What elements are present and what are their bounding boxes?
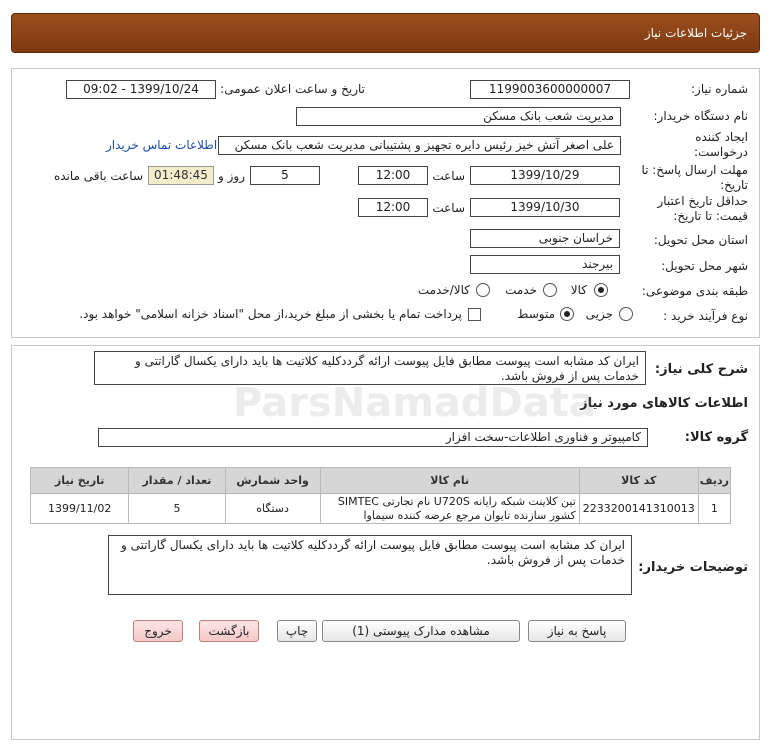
city-field: بیرجند [470,255,620,274]
validity-label: حداقل تاریخ اعتبار قیمت: تا تاریخ: [657,194,748,223]
row-unit: دستگاه [225,494,320,524]
row-qty: 5 [129,494,225,524]
category-radio-both[interactable] [476,283,490,297]
announce-label: تاریخ و ساعت اعلان عمومی: [220,82,365,96]
province-label: استان محل تحویل: [653,233,748,247]
row-name: تین کلاینت شبکه رایانه U720S نام تجارتی SIMTEC کشور سازنده تایوان مرجع عرضه کننده سیماوا [320,494,579,524]
col-name: نام کالا [320,468,579,494]
col-row: ردیف [698,468,730,494]
treasury-note: پرداخت تمام یا بخشی از مبلغ خرید،از محل "اسناد خزانه اسلامی" خواهد بود. [79,307,462,321]
days-label: روز و [218,169,245,183]
category-option-goods: کالا [570,283,587,297]
days-field: 5 [250,166,320,185]
province-field: خراسان جنوبی [470,229,620,248]
description-label: شرح کلی نیاز: [654,362,748,377]
city-label: شهر محل تحویل: [661,259,748,273]
category-radio-service[interactable] [543,283,557,297]
need-number-field: 1199003600000007 [470,80,630,99]
buyer-notes-label: توضیحات خریدار: [638,560,748,575]
category-option-both: کالا/خدمت [417,283,470,297]
remaining-label: ساعت باقی مانده [53,169,143,183]
need-number-label: شماره نیاز: [691,82,748,96]
col-date: تاریخ نیاز [31,468,129,494]
row-index: 1 [698,494,730,524]
page-title: جزئیات اطلاعات نیاز [644,26,747,40]
row-date: 1399/11/02 [31,494,129,524]
attachments-button-full[interactable]: مشاهده مدارک پیوستی (1) [322,620,520,642]
category-radio-goods[interactable] [594,283,608,297]
deadline-time-field: 12:00 [358,166,428,185]
category-option-service: خدمت [505,283,537,297]
deadline-date-field: 1399/10/29 [470,166,620,185]
deadline-time-label: ساعت [432,169,465,183]
creator-label: ایجاد کننده درخواست: [694,130,748,159]
announce-field: 1399/10/24 - 09:02 [66,80,216,99]
print-button[interactable]: چاپ [277,620,317,642]
process-option-minor: جزیی [585,307,613,321]
buyer-notes-text: ایران کد مشابه است پیوست مطابق فایل پیوست ارائه گرددکلیه کلاتیت ها باید دارای یکسال گاراتتی و خدمات پس از فروش باشد. [108,535,632,595]
exit-button[interactable]: خروج [133,620,183,642]
deadline-label: مهلت ارسال پاسخ: تا تاریخ: [641,163,748,192]
validity-time-label: ساعت [432,201,465,215]
description-text: ایران کد مشابه است پیوست مطابق فایل پیوست ارائه گرددکلیه کلاتیت ها باید دارای یکسال گاراتتی و خدمات پس از فروش باشد. [94,351,646,385]
process-label: نوع فرآیند خرید : [663,309,748,323]
col-unit: واحد شمارش [225,468,320,494]
validity-time-field: 12:00 [358,198,428,217]
process-option-medium: متوسط [517,307,555,321]
col-qty: تعداد / مقدار [129,468,225,494]
goods-table [30,467,731,524]
col-code: کد کالا [579,468,698,494]
creator-field: علی اصغر آتش خیز رئیس دایره تجهیز و پشتیبانی مدیریت شعب بانک مسکن [218,136,621,155]
goods-section-title: اطلاعات کالاهای مورد نیاز [580,396,748,411]
validity-date-field: 1399/10/30 [470,198,620,217]
page-header [11,13,760,53]
category-label: طبقه بندی موضوعی: [641,284,748,298]
process-radio-medium[interactable] [560,307,574,321]
table-row [31,494,731,524]
goods-group-field: کامپیوتر و فناوری اطلاعات-سخت افزار [98,428,648,447]
remaining-time: 01:48:45 [148,166,214,185]
row-code: 2233200141310013 [579,494,698,524]
reply-button[interactable]: پاسخ به نیاز [528,620,626,642]
goods-group-label: گروه کالا: [684,430,748,445]
buyer-field: مدیریت شعب بانک مسکن [296,107,621,126]
goods-table-header [31,468,731,494]
back-button[interactable]: بازگشت [199,620,259,642]
buyer-label: نام دستگاه خریدار: [653,109,748,123]
contact-info-link[interactable]: اطلاعات تماس خریدار [106,138,218,152]
process-radio-minor[interactable] [619,307,633,321]
treasury-checkbox[interactable] [468,308,481,321]
